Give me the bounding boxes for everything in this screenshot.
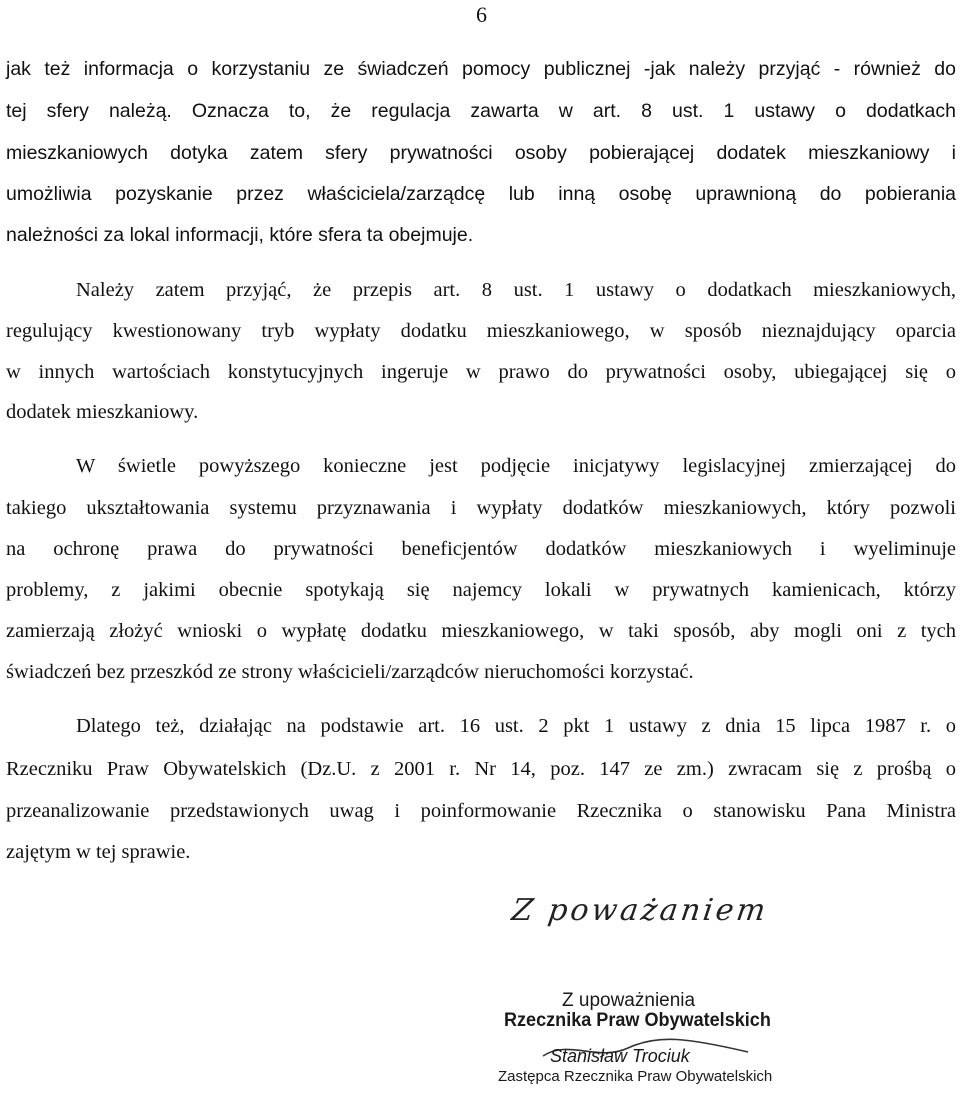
text-line: problemy, z jakimi obecnie spotykają się najemcy lokali w prywatnych kamienicach, którzy (6, 579, 956, 601)
text-line: zajętym w tej sprawie. (6, 841, 191, 863)
text-line: Należy zatem przyjąć, że przepis art. 8 ust. 1 ustawy o dodatkach mieszkaniowych, (76, 279, 956, 301)
official-stamp (498, 990, 798, 1108)
text-line: zamierzają złożyć wnioski o wypłatę dodatku mieszkaniowego, w taki sposób, aby mogli oni z tych (6, 620, 956, 642)
stamp-signatory-name: Stanisław Trociuk (550, 1046, 690, 1066)
stamp-signatory-title: Zastępca Rzecznika Praw Obywatelskich (498, 1068, 773, 1085)
text-line: na ochronę prawa do prywatności beneficjentów dodatków mieszkaniowych i wyeliminuje (6, 538, 956, 560)
text-line: tej sfery należą. Oznacza to, że regulacja zawarta w art. 8 ust. 1 ustawy o dodatkach (6, 100, 956, 122)
stamp-office-line: Rzecznika Praw Obywatelskich (504, 1010, 771, 1031)
text-line: regulujący kwestionowany tryb wypłaty dodatku mieszkaniowego, w sposób nieznajdujący oparcia (6, 320, 956, 342)
text-line: należności za lokal informacji, które sfera ta obejmuje. (6, 224, 474, 246)
handwritten-closing: Z poważaniem (509, 893, 771, 928)
text-line: Dlatego też, działając na podstawie art. 16 ust. 2 pkt 1 ustawy z dnia 15 lipca 1987 r. o (76, 715, 956, 737)
text-line: jak też informacja o korzystaniu ze świadczeń pomocy publicznej -jak należy przyjąć - również do (6, 58, 956, 80)
text-line: przeanalizowanie przedstawionych uwag i poinformowanie Rzecznika o stanowisku Pana Ministra (6, 800, 956, 822)
text-line: mieszkaniowych dotyka zatem sfery prywatności osoby pobierającej dodatek mieszkaniowy i (6, 142, 956, 164)
text-line: świadczeń bez przeszkód ze strony właścicieli/zarządców nieruchomości korzystać. (6, 661, 694, 683)
stamp-authorization-line: Z upoważnienia (562, 990, 696, 1011)
text-line: umożliwia pozyskanie przez właściciela/zarządcę lub inną osobę uprawnioną do pobierania (6, 183, 956, 205)
text-line: takiego ukształtowania systemu przyznawania i wypłaty dodatków mieszkaniowych, który pozwoli (6, 497, 956, 519)
text-line: Rzeczniku Praw Obywatelskich (Dz.U. z 2001 r. Nr 14, poz. 147 ze zm.) zwracam się z prośbą o (6, 758, 956, 780)
text-line: dodatek mieszkaniowy. (6, 401, 199, 423)
text-line: W świetle powyższego konieczne jest podjęcie inicjatywy legislacyjnej zmierzającej do (76, 455, 956, 477)
text-line: w innych wartościach konstytucyjnych ingeruje w prawo do prywatności osoby, ubiegającej się o (6, 361, 956, 383)
page-number: 6 (476, 2, 487, 27)
